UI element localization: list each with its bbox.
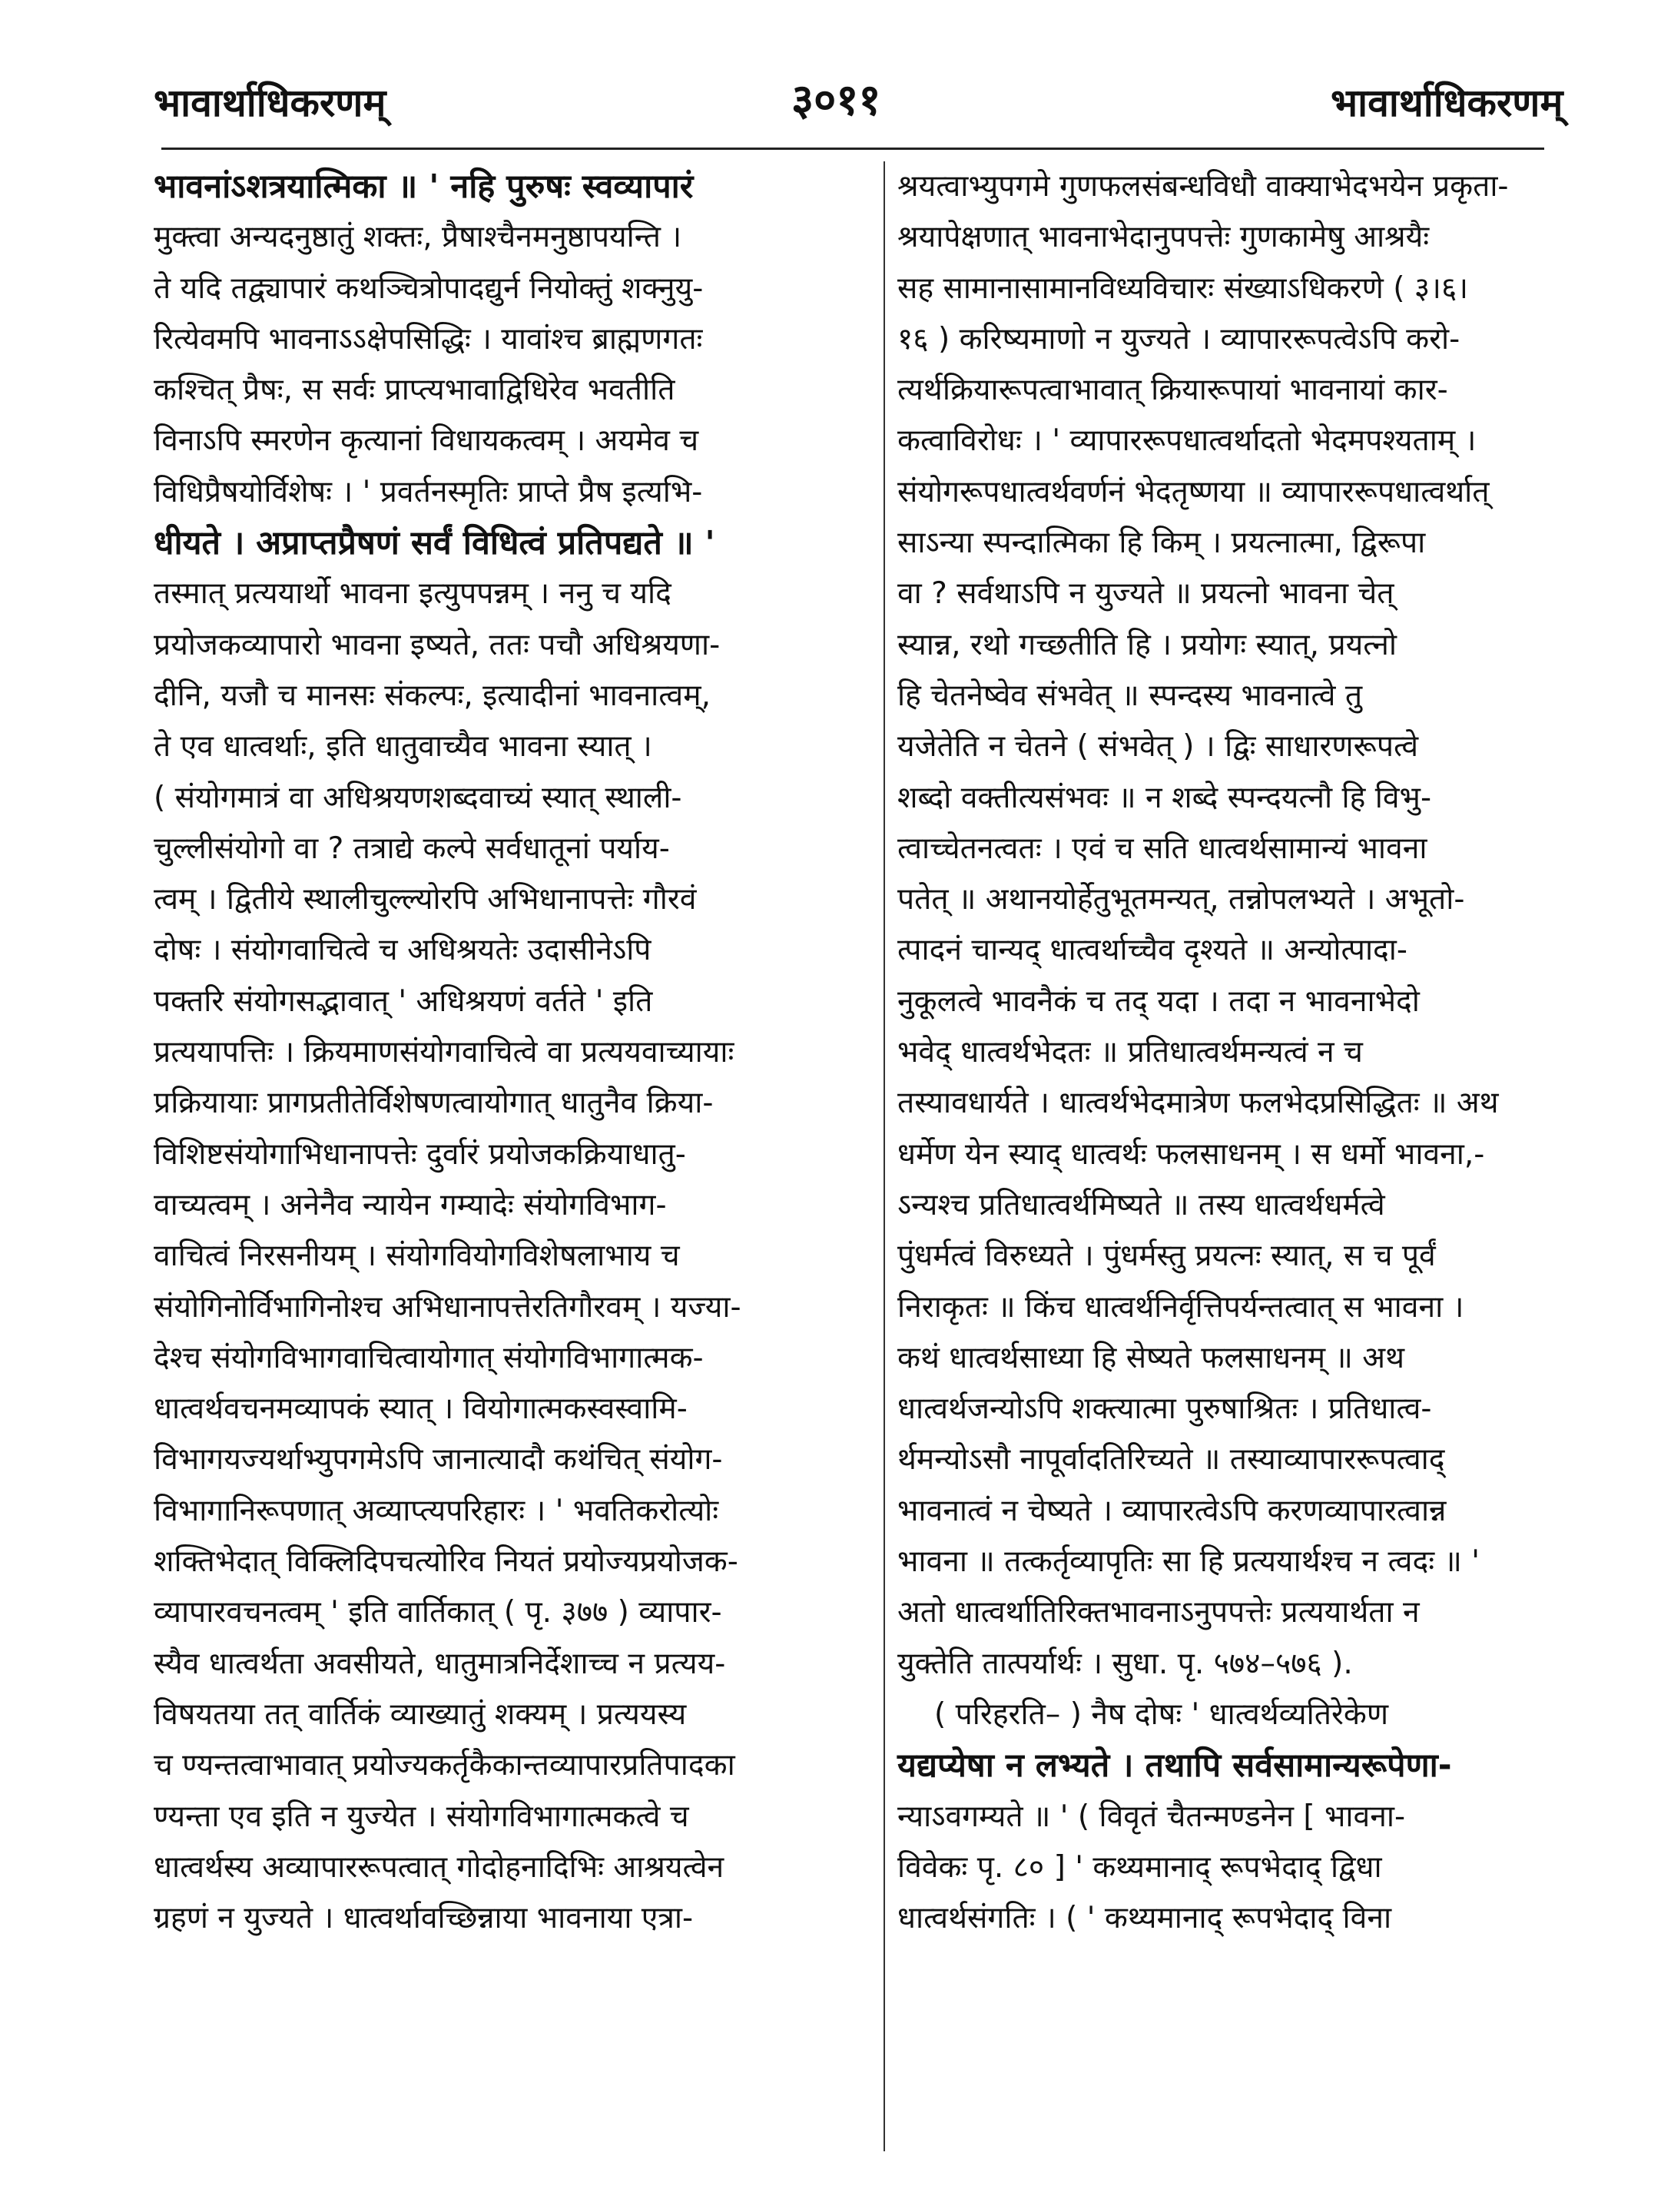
page-header <box>0 0 1661 165</box>
text-line: विशिष्टसंयोगाभिधानापत्तेः दुर्वारं प्रयोजकक्रियाधातु- <box>154 1136 686 1172</box>
text-line: धात्वर्थस्य अव्यापाररूपत्वात् गोदोहनादिभिः आश्रयत्वेन <box>154 1849 724 1885</box>
text-line: त्यर्थक्रियारूपत्वाभावात् क्रियारूपायां भावनायां कार- <box>897 373 1448 408</box>
text-line: पुंधर्मत्वं विरुध्यते । पुंधर्मस्तु प्रयत्नः स्यात्, स च पूर्वं <box>897 1239 1436 1274</box>
text-line: १६ ) करिष्यमाणो न युज्यते । व्यापाररूपत्वेऽपि करो- <box>897 321 1460 357</box>
text-line: न्याऽवगम्यते ॥ ' ( विवृतं चैतन्मण्डनेन [ भावना- <box>897 1799 1406 1834</box>
text-line: विषयतया तत् वार्तिकं व्याख्यातुं शक्यम् । प्रत्ययस्य <box>154 1696 687 1732</box>
text-line: भावनात्वं न चेष्यते । व्यापारत्वेऽपि करणव्यापारत्वान्न <box>897 1493 1447 1528</box>
text-line: साऽन्या स्पन्दात्मिका हि किम् । प्रयत्नात्मा, द्विरूपा <box>897 526 1426 561</box>
text-line: व्यापारवचनत्वम् ' इति वार्तिकात् ( पृ. ३७७ ) व्यापार- <box>154 1595 722 1630</box>
text-line: अतो धात्वर्थातिरिक्तभावनाऽनुपपत्तेः प्रत्ययार्थता न <box>897 1595 1420 1630</box>
text-line: ऽन्यश्च प्रतिधात्वर्थमिष्यते ॥ तस्य धात्वर्थधर्मत्वे <box>897 1187 1385 1222</box>
text-line: यजेतेति न चेतने ( संभवेत् ) । द्विः साधारणरूपत्वे <box>897 729 1419 764</box>
page-number: ३०११ <box>791 75 881 125</box>
text-line: श्रयत्वाभ्युपगमे गुणफलसंबन्धविधौ वाक्याभेदभयेन प्रकृता- <box>897 169 1509 204</box>
text-line: युक्तेति तात्पर्यार्थः । सुधा. पृ. ५७४–५७६ ). <box>897 1646 1353 1681</box>
text-line: त्पादनं चान्यद् धात्वर्थाच्चैव दृश्यते ॥ अन्योत्पादा- <box>897 933 1407 968</box>
text-line: वाचित्वं निरसनीयम् । संयोगवियोगविशेषलाभाय च <box>154 1239 680 1274</box>
text-line: प्रयोजकव्यापारो भावना इष्यते, ततः पचौ अधिश्रयणा- <box>154 627 721 662</box>
text-line: ते एव धात्वर्थाः, इति धातुवाच्यैव भावना स्यात् । <box>154 729 652 764</box>
text-line: निराकृतः ॥ किंच धात्वर्थनिर्वृत्तिपर्यन्तत्वात् स भावना । <box>897 1289 1464 1325</box>
text-line: वाच्यत्वम् । अनेनैव न्यायेन गम्यादेः संयोगविभाग- <box>154 1187 667 1222</box>
text-line: विभागयज्यर्थाभ्युपगमेऽपि जानात्यादौ कथंचित् संयोग- <box>154 1442 723 1477</box>
text-line: वा ? सर्वथाऽपि न युज्यते ॥ प्रयत्नो भावना चेत् <box>897 576 1394 612</box>
text-line: विनाऽपि स्मरणेन कृत्यानां विधायकत्वम् । अयमेव च <box>154 423 699 459</box>
text-line: संयोगरूपधात्वर्थवर्णनं भेदतृष्णया ॥ व्यापाररूपधात्वर्थात् <box>897 474 1490 509</box>
text-line: धात्वर्थसंगतिः । ( ' कथ्यमानाद् रूपभेदाद् विना <box>897 1901 1392 1936</box>
right-column <box>897 161 1558 1944</box>
text-line: तस्मात् प्रत्ययार्थो भावना इत्युपपन्नम् । ननु च यदि <box>154 576 671 612</box>
text-line: दोषः । संयोगवाचित्वे च अधिश्रयतेः उदासीनेऽपि <box>154 933 651 968</box>
text-line: यद्यप्येषा न लभ्यते । तथापि सर्वसामान्यरूपेणा- <box>897 1746 1452 1786</box>
text-line: धात्वर्थवचनमव्यापकं स्यात् । वियोगात्मकस्वस्वामि- <box>154 1391 688 1427</box>
text-line: शक्तिभेदात् विक्लिदिपचत्योरिव नियतं प्रयोज्यप्रयोजक- <box>154 1544 738 1580</box>
text-line: विवेकः पृ. ८० ] ' कथ्यमानाद् रूपभेदाद् द्विधा <box>897 1849 1382 1885</box>
text-line: धर्मेण येन स्याद् धात्वर्थः फलसाधनम् । स धर्मो भावना,- <box>897 1136 1485 1172</box>
text-line: प्रत्ययापत्तिः । क्रियमाणसंयोगवाचित्वे वा प्रत्ययवाच्यायाः <box>154 1035 734 1070</box>
text-line: कत्वाविरोधः । ' व्यापाररूपधात्वर्थादतो भेदमपश्यताम् । <box>897 423 1477 459</box>
text-line: धात्वर्थजन्योऽपि शक्त्यात्मा पुरुषाश्रितः । प्रतिधात्व- <box>897 1391 1432 1427</box>
text-line: भावनांऽशत्रयात्मिका ॥ ' नहि पुरुषः स्वव्यापारं <box>154 167 694 206</box>
text-line: देश्च संयोगविभागवाचित्वायोगात् संयोगविभागात्मक- <box>154 1340 704 1375</box>
text-line: ( परिहरति– ) नैष दोषः ' धात्वर्थव्यतिरेकेण <box>934 1696 1389 1732</box>
text-line: च ण्यन्तत्वाभावात् प्रयोज्यकर्तृकैकान्तव्यापारप्रतिपादका <box>154 1748 735 1783</box>
text-line: स्यान्न, रथो गच्छतीति हि । प्रयोगः स्यात्, प्रयत्नो <box>897 627 1397 662</box>
text-line: चुल्लीसंयोगो वा ? तत्राद्ये कल्पे सर्वधातूनां पर्याय- <box>154 831 670 866</box>
text-line: त्वाच्चेतनत्वतः । एवं च सति धात्वर्थसामान्यं भावना <box>897 831 1427 866</box>
header-rule <box>161 148 1544 150</box>
text-line: श्रयापेक्षणात् भावनाभेदानुपपत्तेः गुणकामेषु आश्रयैः <box>897 220 1430 255</box>
running-title-right: भावार्थाधिकरणम् <box>1331 81 1563 125</box>
text-line: सह सामानासामानविध्यविचारः संख्याऽधिकरणे ( ३।६। <box>897 270 1469 306</box>
text-line: नुकूलत्वे भावनैकं च तद् यदा । तदा न भावनाभेदो <box>897 983 1420 1019</box>
text-line: र्थमन्योऽसौ नापूर्वादतिरिच्यते ॥ तस्याव्यापाररूपत्वाद् <box>897 1442 1445 1477</box>
column-divider <box>884 161 885 2151</box>
text-line: प्रक्रियायाः प्रागप्रतीतेर्विशेषणत्वायोगात् धातुनैव क्रिया- <box>154 1086 714 1121</box>
text-line: विभागानिरूपणात् अव्याप्त्यपरिहारः । ' भवतिकरोत्योः <box>154 1493 719 1528</box>
text-line: विधिप्रैषयोर्विशेषः । ' प्रवर्तनस्मृतिः प्राप्ते प्रैष इत्यभि- <box>154 474 703 509</box>
text-line: शब्दो वक्तीत्यसंभवः ॥ न शब्दे स्पन्दयत्नौ हि विभु- <box>897 780 1432 815</box>
text-line: ( संयोगमात्रं वा अधिश्रयणशब्दवाच्यं स्यात् स्थाली- <box>154 780 682 815</box>
text-line: भावना ॥ तत्कर्तृव्यापृतिः सा हि प्रत्ययार्थश्च न त्वदः ॥ ' <box>897 1544 1480 1580</box>
text-line: संयोगिनोर्विभागिनोश्च अभिधानापत्तेरतिगौरवम् । यज्या- <box>154 1289 741 1325</box>
text-line: ते यदि तद्व्यापारं कथञ्चित्रोपादद्युर्न नियोक्तुं शक्नुयु- <box>154 270 704 306</box>
text-line: तस्यावधार्यते । धात्वर्थभेदमात्रेण फलभेदप्रसिद्धितः ॥ अथ <box>897 1086 1499 1121</box>
text-line: त्वम् । द्वितीये स्थालीचुल्ल्योरपि अभिधानापत्तेः गौरवं <box>154 882 697 917</box>
text-line: ग्रहणं न युज्यते । धात्वर्थावच्छिन्नाया भावनाया एत्रा- <box>154 1901 694 1936</box>
running-title-left: भावार्थाधिकरणम् <box>154 81 386 125</box>
left-column <box>154 161 876 1944</box>
text-line: हि चेतनेष्वेव संभवेत् ॥ स्पन्दस्य भावनात्वे तु <box>897 678 1363 713</box>
text-line: कश्चित् प्रैषः, स सर्वः प्राप्त्यभावाद्विधिरेव भवतीति <box>154 373 675 408</box>
text-line: धीयते । अप्राप्तप्रैषणं सर्वं विधित्वं प्रतिपद्यते ॥ ' <box>154 524 715 563</box>
text-line: स्यैव धात्वर्थता अवसीयते, धातुमात्रनिर्देशाच्च न प्रत्यय- <box>154 1646 726 1681</box>
text-line: भवेद् धात्वर्थभेदतः ॥ प्रतिधात्वर्थमन्यत्वं न च <box>897 1035 1363 1070</box>
text-line: पतेत् ॥ अथानयोर्हेतुभूतमन्यत्, तन्नोपलभ्यते । अभूतो- <box>897 882 1465 917</box>
text-line: मुक्त्वा अन्यदनुष्ठातुं शक्तः, प्रैषाश्चैनमनुष्ठापयन्ति । <box>154 220 682 255</box>
text-line: रित्येवमपि भावनाऽऽक्षेपसिद्धिः । यावांश्च ब्राह्मणगतः <box>154 321 703 357</box>
text-line: कथं धात्वर्थसाध्या हि सेष्यते फलसाधनम् ॥ अथ <box>897 1340 1405 1375</box>
text-line: दीनि, यजौ च मानसः संकल्पः, इत्यादीनां भावनात्वम्, <box>154 678 711 713</box>
text-line: ण्यन्ता एव इति न युज्येत । संयोगविभागात्मकत्वे च <box>154 1799 689 1834</box>
text-line: पक्तरि संयोगसद्भावात् ' अधिश्रयणं वर्तते ' इति <box>154 983 653 1019</box>
